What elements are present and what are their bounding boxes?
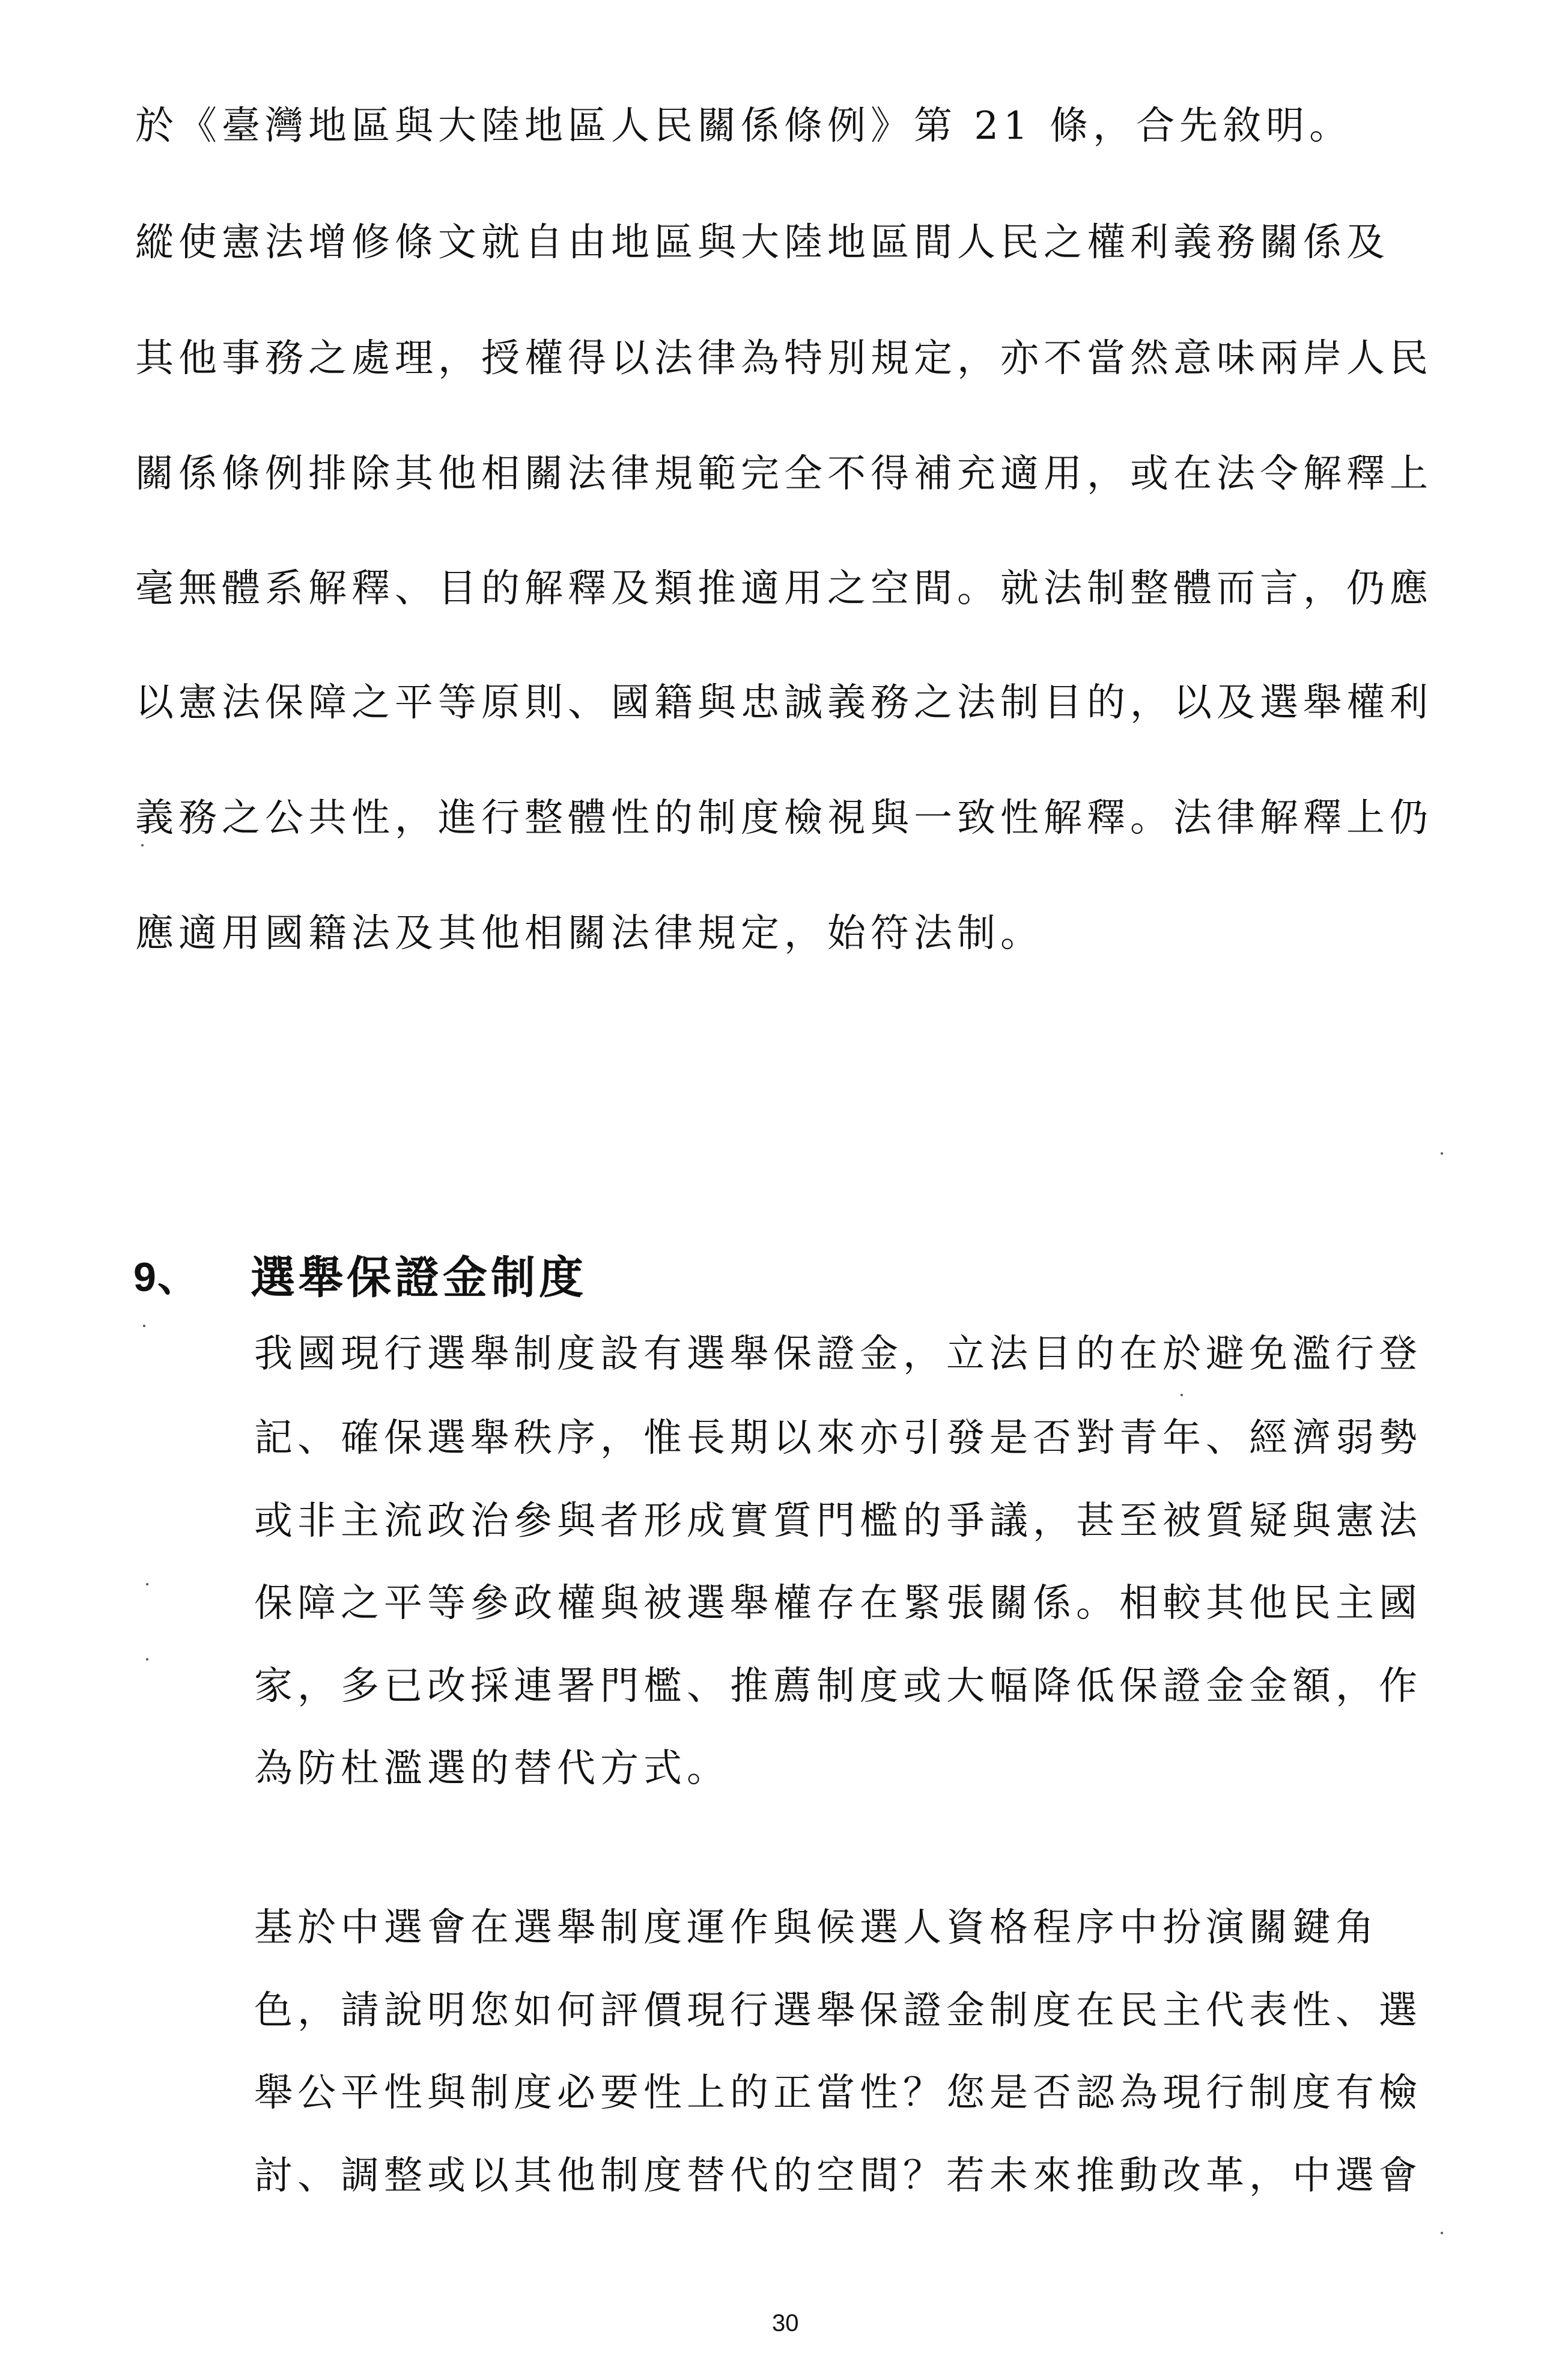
paragraph-1-line-4: 關係條例排除其他相關法律規範完全不得補充適用，或在法令解釋上 [135,452,1433,496]
paragraph-1-line-5: 毫無體系解釋、目的解釋及類推適用之空間。就法制整體而言，仍應 [135,567,1433,611]
scan-speck [1441,1152,1443,1155]
section-number: 9、 [133,1254,199,1300]
paragraph-3-line-1: 基於中選會在選舉制度運作與候選人資格程序中扮演關鍵角 [254,1906,1379,1950]
paragraph-1-line-8: 應適用國籍法及其他相關法律規定，始符法制。 [135,911,1044,956]
paragraph-2-line-6: 為防杜濫選的替代方式。 [254,1746,730,1791]
scan-speck [1441,2232,1443,2234]
paragraph-1-line-7: 義務之公共性，進行整體性的制度檢視與一致性解釋。法律解釋上仍 [135,796,1433,840]
paragraph-1-line-6: 以憲法保障之平等原則、國籍與忠誠義務之法制目的，以及選舉權利 [135,681,1433,725]
paragraph-3-line-2: 色，請說明您如何評價現行選舉保證金制度在民主代表性、選 [254,1989,1422,2033]
paragraph-3-line-3: 舉公平性與制度必要性上的正當性？您是否認為現行制度有檢 [254,2071,1422,2115]
paragraph-3-line-4: 討、調整或以其他制度替代的空間？若未來推動改革，中選會 [254,2154,1422,2198]
scan-speck [146,1583,148,1585]
section-title: 選舉保證金制度 [251,1252,587,1304]
paragraph-2-line-1: 我國現行選舉制度設有選舉保證金，立法目的在於避免濫行登 [254,1332,1422,1376]
scan-speck [143,1325,145,1327]
scan-speck [146,1658,148,1661]
paragraph-2-line-5: 家，多已改採連署門檻、推薦制度或大幅降低保證金金額，作 [254,1664,1422,1709]
paragraph-1-line-3: 其他事務之處理，授權得以法律為特別規定，亦不當然意味兩岸人民 [135,336,1433,381]
paragraph-2-line-3: 或非主流政治參與者形成實質門檻的爭議，甚至被質疑與憲法 [254,1499,1422,1543]
page-number: 30 [772,2310,799,2336]
paragraph-1-line-2: 縱使憲法增修條文就自由地區與大陸地區間人民之權利義務關係及 [135,220,1390,265]
scan-speck [1181,1394,1183,1396]
paragraph-2-line-4: 保障之平等參政權與被選舉權存在緊張關係。相較其他民主國 [254,1581,1422,1626]
paragraph-1-line-1: 於《臺灣地區與大陸地區人民關係條例》第 21 條，合先敘明。 [135,104,1353,148]
paragraph-2-line-2: 記、確保選舉秩序，惟長期以來亦引發是否對青年、經濟弱勢 [254,1416,1422,1460]
scan-speck [141,844,144,846]
